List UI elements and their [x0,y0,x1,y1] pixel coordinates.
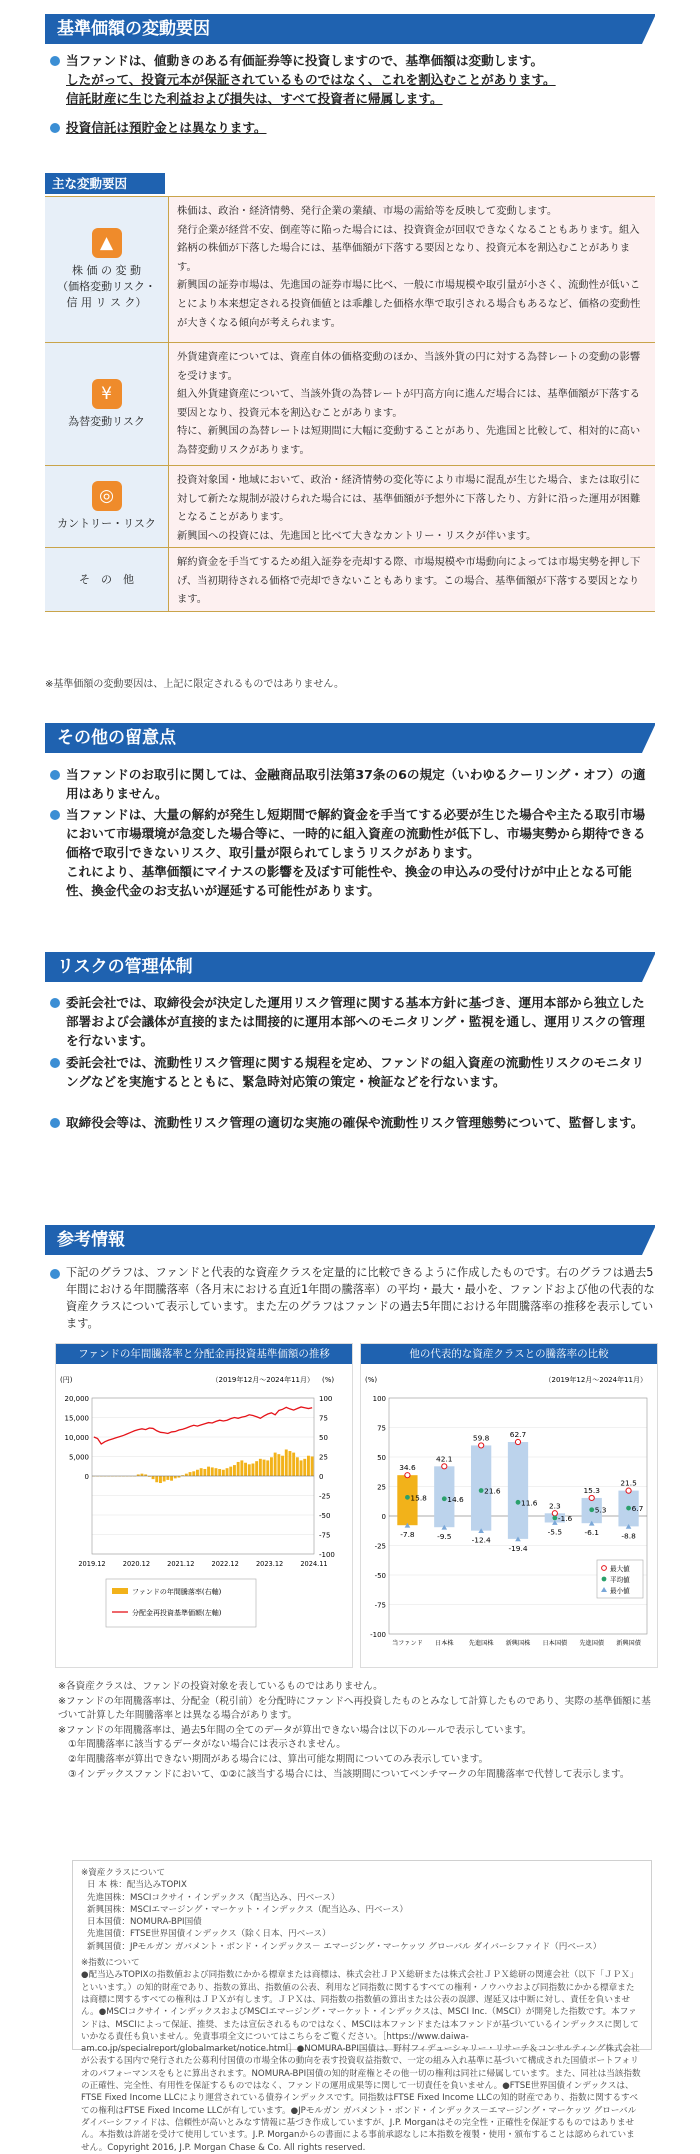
y-tick-label: -25 [375,1543,386,1551]
max-point [515,1439,520,1444]
x-tick-label: 2024.11 [300,1560,327,1568]
bullet-volatility [50,51,655,108]
x-tick-label: 2020.12 [123,1560,150,1568]
avg-label: 6.7 [632,1504,644,1513]
legend-label: 最大値 [610,1564,630,1573]
section-title-text: 参考情報 [57,1230,125,1250]
bar [252,1464,255,1476]
risk-text: 発行企業が経営不安、倒産等に陥った場合には、投資資金が回収できなくなることもあります。組入銘柄の株価が下落した場合には、基準価額が下落する要因となり、投資元本を割込むことがあります。 [177,221,647,277]
bullet-liquidity [50,805,655,900]
x-tick-label: 2019.12 [78,1560,105,1568]
risk-row-country [45,466,655,548]
x-tick-label: 2022.12 [212,1560,239,1568]
risk-text: 新興国の証券市場は、先進国の証券市場に比べ、一般に市場規模や取引量が小さく、流動性が低いことにより本来想定される投資価値とは乖離した価格水準で取引される場合もあるなど、価格の変動性が大きくなる傾向が考えられます。 [177,276,647,332]
legend-label: 平均値 [610,1575,630,1584]
bullet-liquidity-rules [50,1053,655,1091]
bar [185,1474,188,1476]
x-tick-label: 2023.12 [256,1560,283,1568]
bar [163,1476,166,1481]
section-title-text: リスクの管理体制 [57,957,193,977]
bullet-dot-icon [50,1269,60,1279]
bar [240,1460,243,1476]
y-tick-label: 75 [377,1425,386,1433]
chart-title: 他の代表的な資産クラスとの騰落率の比較 [361,1344,657,1364]
risk-text: 組入外貨建資産について、当該外貨の為替レートが円高方向に進んだ場合には、基準価額が下落する要因となり、投資元本を割込むことがあります。 [177,385,647,422]
y-tick-label-right: -25 [319,1493,330,1501]
chart-note: ③インデックスファンドにおいて、①②に該当する場合には、当該期間についてベンチマークの年間騰落率で代替して表示します。 [58,1768,658,1783]
min-label: -7.8 [400,1530,415,1539]
chart-note: ①年間騰落率に該当するデータがない場合には表示されません。 [58,1738,658,1753]
avg-point [626,1506,631,1511]
index-disclaimer-box [72,1860,652,2050]
bullet-text: 当ファンドのお取引に関しては、金融商品取引法第37条の6の規定（いわゆるクーリング・オフ）の適用はありません。 [50,765,655,803]
bar [203,1469,206,1476]
max-point [479,1443,484,1448]
x-category-label: 新興国株 [506,1639,532,1647]
section-title-text: その他の留意点 [57,728,176,748]
bar [189,1472,192,1476]
y-tick-label: -100 [370,1631,386,1639]
bar [170,1476,173,1481]
max-label: 15.3 [583,1486,600,1495]
range-bar [508,1442,528,1539]
bar [155,1476,158,1482]
avg-label: 21.6 [484,1487,501,1496]
bar [266,1460,269,1476]
risk-label: そ の 他 [79,572,134,588]
x-tick-label: 2021.12 [167,1560,194,1568]
bullet-text: 投資信託は預貯金とは異なります。 [50,118,655,137]
chart-notes [58,1680,658,1782]
bar [200,1468,203,1476]
y-tick-label-left: 20,000 [65,1395,90,1403]
x-category-label: 日本株 [435,1639,454,1647]
avg-point [442,1496,447,1501]
max-label: 34.6 [399,1463,416,1472]
section-title-text: 基準価額の変動要因 [57,19,210,39]
avg-label: 15.8 [410,1493,427,1502]
risk-label-cell [45,197,168,342]
bar [270,1457,273,1476]
legend-avg-marker [602,1577,607,1582]
y-tick-label: 100 [373,1395,386,1403]
bar [159,1476,162,1483]
bar [281,1456,284,1476]
bar [289,1451,292,1476]
bar [233,1465,236,1476]
section-title-nav-factors [45,14,655,44]
avg-label: 5.3 [595,1506,607,1515]
bar [255,1461,258,1476]
chart-note: ※ファンドの年間騰落率は、分配金（税引前）を分配時にファンドへ再投資したものとみなして計算したものであり、実際の基準価額に基づいて計算した年間騰落率とは異なる場合があります。 [58,1695,658,1724]
bullet-board-supervision [50,1113,655,1132]
box-line: 新興国株：MSCIエマージング・マーケット・インデックス（配当込み、円ベース） [81,1904,643,1916]
bar [207,1467,210,1476]
risk-label: カントリー・リスク [57,516,156,532]
y-tick-label: 0 [382,1513,386,1521]
bar [274,1453,277,1476]
box-line: 日本国債：NOMURA-BPI国債 [81,1916,643,1928]
fund-chart-svg [56,1364,352,1667]
risk-description [168,197,655,342]
box-heading: ※資産クラスについて [81,1867,643,1879]
avg-label: 14.6 [447,1495,464,1504]
x-category-label: 先進国債 [579,1639,605,1647]
chart-subtitle: （2019年12月～2024年11月） [545,1375,647,1384]
y-tick-label-right: -100 [319,1551,335,1559]
box-paragraph: ●配当込みTOPIXの指数値および同指数にかかる標章または商標は、株式会社ＪＰＸ総研または株式会社ＪＰＸ総研の関連会社（以下「ＪＰＸ」といいます。）の知的財産であり、指数の算出、指数値の公表、利用など同指数に関するすべての権利・ノウハウおよび同指数にかかる標章または商標に関するすべての権利はＪＰＸが有します。ＪＰＸは、同指数の指数値の算出または公表の誤謬、遅延又は中断に対し、責任を負いません。●MSCIコクサイ・インデックスおよびMSCIエマージング・マーケット・インデックスは、MSCI Inc.（MSCI）が開発した指数です。本ファンドは、MSCIによって保証、推奨、または宣伝されるものではなく、MSCIは本ファンドまたは本ファンドが基づいているインデックスに関していかなる責任も負いません。免責事項全文についてはこちらをご覧ください。［https://www.daiwa-am.co.jp/specialreport/globalmarket/notice.html］●NOMURA-BPI国債は、野村フィデューシャリー・リサーチ＆コンサルティング株式会社が公表する国内で発行された公募利付国債の市場全体の動向を表す投資収益指数で、一定の組み入れ基準に基づいて構成された国債ポートフォリオのパフォーマンスをもとに算出されます。NOMURA-BPI国債の知的財産権とその他一切の権利は同社に帰属しています。また、同社は当該指数の正確性、完全性、有用性を保証するものではなく、ファンドの運用成果等に関して一切責任を負いません。●FTSE世界国債インデックスは、FTSE Fixed Income LLCにより運営されている債券インデックスです。同指数はFTSE Fixed Income LLCの知的財産であり、指数に関するすべての権利はFTSE Fixed Income LLCが有しています。●JPモルガン ガバメント・ボンド・インデックス－エマージング・マーケッツ グローバル ダイバーシファイドは、信頼性が高いとみなす情報に基づき作成していますが、J.P. Morganはその完全性・正確性を保証するものではありません。本指数は許諾を受けて使用しています。J.P. Morganからの書面による事前承認なしに本指数を複製・使用・頒布することは認められていません。Copyright 2016, J.P. Morgan Chase & Co. All rights reserved. [81,1969,643,2153]
min-label: -8.8 [621,1531,636,1540]
bar [174,1476,177,1478]
y-tick-label-left: 5,000 [69,1454,89,1462]
bar [248,1464,251,1476]
y-tick-label-right: 100 [319,1395,332,1403]
reference-intro [50,1264,655,1332]
avg-label: 11.6 [521,1498,538,1507]
max-label: 62.7 [510,1430,527,1439]
bullet-dot-icon [50,770,60,780]
legend-label: 分配金再投資基準価額(左軸) [132,1608,222,1617]
avg-point [516,1500,521,1505]
min-label: -12.4 [472,1536,491,1545]
max-label: 42.1 [436,1454,453,1463]
y-tick-label: -75 [375,1602,386,1610]
section-title-other-notes [45,723,655,753]
risk-label-sub: 信 用 リ ス ク） [67,295,147,311]
section-title-risk-management [45,952,655,982]
max-point [442,1464,447,1469]
bar [192,1471,195,1476]
avg-point [479,1488,484,1493]
chart-title: ファンドの年間騰落率と分配金再投資基準価額の推移 [56,1344,352,1364]
y-tick-label-left: 10,000 [65,1434,90,1442]
bullet-text: 当ファンドは、大量の解約が発生し短期間で解約資金を手当てする必要が生じた場合や主たる取引市場において市場環境が急変した場合等に、一時的に組入資産の流動性が低下し、市場実勢から期待できる価格で取引できないリスク、取引量が限られてしまうリスクがあります。 [50,805,655,862]
bullet-text: 委託会社では、流動性リスク管理に関する規程を定め、ファンドの組入資産の流動性リスクのモニタリングなどを実施するとともに、緊急時対応策の策定・検証などを行ないます。 [50,1053,655,1091]
max-point [589,1495,594,1500]
bar [300,1460,303,1476]
max-point [405,1473,410,1478]
risk-label: 株 価 の 変 動 [72,263,141,279]
risk-text: 投資対象国・地域において、政治・経済情勢の変化等により市場に混乱が生じた場合、または取引に対して新たな規制が設けられた場合には、基準価額が予想外に下落したり、方針に沿った運用が困難となることがあります。 [177,471,647,527]
risk-table-note: ※基準価額の変動要因は、上記に限定されるものではありません。 [45,675,344,690]
bar [196,1470,199,1476]
risk-text: 新興国への投資には、先進国と比べて大きなカントリー・リスクが伴います。 [177,527,647,546]
bullet-dot-icon [50,56,60,66]
risk-row-stock [45,197,655,343]
line-series [94,1407,312,1444]
stock-chart-icon: ▲ [92,228,122,258]
bullet-line-3: 信託財産に生じた利益および損失は、すべて投資者に帰属します。 [66,91,443,106]
risk-text: 特に、新興国の為替レートは短期間に大幅に変動することがあり、先進国と比較して、相対的に高い為替変動リスクがあります。 [177,422,647,459]
chart-note: ※ファンドの年間騰落率は、過去5年間の全てのデータが算出できない場合は以下のルールで表示しています。 [58,1724,658,1739]
bar [307,1456,310,1476]
risk-description [168,548,655,611]
bullet-dot-icon [50,1058,60,1068]
risk-label: 為替変動リスク [68,414,145,430]
x-category-label: 先進国株 [469,1639,495,1647]
bar [152,1476,155,1479]
legend-swatch-bar [112,1588,128,1594]
chart-subtitle: （2019年12月～2024年11月） [212,1375,314,1384]
bar [237,1462,240,1476]
bullet-dot-icon [50,123,60,133]
y-tick-label-right: 50 [319,1434,328,1442]
bar [215,1468,218,1476]
box-line: 新興国債：JPモルガン ガバメント・ボンド・インデックス－ エマージング・マーケッツ グローバル ダイバーシファイド（円ベース） [81,1941,643,1953]
box-line: 先進国債：FTSE世界国債インデックス（除く日本、円ベース） [81,1928,643,1940]
min-label: -6.1 [585,1528,600,1537]
bar [218,1469,221,1476]
bullet-text: 取締役会等は、流動性リスク管理の適切な実施の確保や流動性リスク管理態勢について、監督します。 [50,1113,655,1132]
avg-point [552,1515,557,1520]
bullet-cooling-off [50,765,655,803]
bar [244,1463,247,1476]
bullet-dot-icon [50,998,60,1008]
risk-text: 株価は、政治・経済情勢、発行企業の業績、市場の需給等を反映して変動します。 [177,202,647,221]
risk-label-cell [45,343,168,465]
min-label: -9.5 [437,1532,452,1541]
bullet-dot-icon [50,1118,60,1128]
avg-label: -1.6 [558,1514,573,1523]
legend-label: 最小値 [610,1586,630,1595]
risk-row-other [45,548,655,612]
section-title-reference [45,1225,655,1255]
legend-max-marker [602,1566,607,1571]
avg-point [405,1495,410,1500]
bullet-risk-policy [50,993,655,1050]
bar [311,1457,314,1477]
bullet-text [50,51,655,108]
min-label: -19.4 [508,1544,527,1553]
y-tick-label: -50 [375,1572,386,1580]
risk-row-fx [45,343,655,466]
y-tick-label-right: -75 [319,1532,330,1540]
legend-box [106,1579,256,1627]
risk-table-title-text: 主な変動要因 [52,176,127,191]
bullet-text: 委託会社では、取締役会が決定した運用リスク管理に関する基本方針に基づき、運用本部から独立した部署および会議体が直接的または間接的に運用本部へのモニタリング・監視を通し、運用リスクの管理を行ないます。 [50,993,655,1050]
currency-exchange-icon: ¥ [92,379,122,409]
y-tick-label-left: 0 [85,1473,89,1481]
bullet-text: これにより、基準価額にマイナスの影響を及ぼす可能性や、換金の申込みの受付けが中止となる可能性、換金代金のお支払いが遅延する可能性があります。 [50,862,655,900]
comparison-chart [360,1343,658,1668]
risk-table [45,196,655,612]
globe-icon: ◎ [92,481,122,511]
box-line: 先進国株：MSCIコクサイ・インデックス（配当込み、円ベース） [81,1892,643,1904]
bullet-line-2: したがって、投資元本が保証されているものではなく、これを割込むことがあります。 [66,72,556,87]
bar [259,1459,262,1476]
bar [211,1467,214,1476]
fund-chart [55,1343,353,1668]
max-point [626,1488,631,1493]
y-tick-label: 50 [377,1454,386,1462]
y-tick-label-right: 75 [319,1415,328,1423]
bar [166,1476,169,1480]
y-tick-label-right: 0 [319,1473,323,1481]
risk-description [168,343,655,465]
y-axis-label: (%) [365,1376,377,1384]
bar [263,1460,266,1476]
y-tick-label: 25 [377,1484,386,1492]
max-point [552,1511,557,1516]
risk-text: 解約資金を手当てするため組入証券を売却する際、市場規模や市場動向によっては市場実勢を押し下げ、当初期待される価格で売却できないこともあります。この場合、基準価額が下落する要因となります。 [177,553,647,609]
legend-label: ファンドの年間騰落率(右軸) [132,1587,222,1596]
risk-text: 外貨建資産については、資産自体の価格変動のほか、当該外貨の円に対する為替レートの変動の影響を受けます。 [177,348,647,385]
y-tick-label-right: 25 [319,1454,328,1462]
bullet-line-1: 当ファンドは、値動きのある有価証券等に投資しますので、基準価額は変動します。 [66,53,543,68]
bar [141,1474,144,1476]
chart-note: ※各資産クラスは、ファンドの投資対象を表しているものではありません。 [58,1680,658,1695]
max-label: 21.5 [620,1479,637,1488]
min-label: -5.5 [548,1527,563,1536]
bar [226,1468,229,1476]
risk-table-title [45,173,165,194]
max-label: 2.3 [549,1501,561,1510]
chart-note: ②年間騰落率が算出できない期間がある場合には、算出可能な期間についてのみ表示しています。 [58,1753,658,1768]
bar [285,1449,288,1476]
comparison-chart-svg [361,1364,657,1667]
y-axis-label-right: (%) [322,1376,334,1384]
bullet-text: 下記のグラフは、ファンドと代表的な資産クラスを定量的に比較できるように作成したものです。右のグラフは過去5年間における年間騰落率（各月末における直近1年間の騰落率）の平均・最大・最小を、ファンドおよび他の代表的な資産クラスについて表示しています。また左のグラフはファンドの過去5年間における年間騰落率の推移を表示しています。 [50,1264,655,1332]
x-category-label: 当ファンド [392,1639,423,1647]
y-tick-label-left: 15,000 [65,1415,90,1423]
bullet-dot-icon [50,810,60,820]
bar [292,1453,295,1476]
bullet-not-deposit [50,118,655,137]
bar [222,1470,225,1476]
bar [277,1454,280,1476]
y-tick-label-right: -50 [319,1512,330,1520]
x-category-label: 新興国債 [616,1639,642,1647]
y-axis-label-left: (円) [60,1376,73,1384]
risk-label-sub: （価格変動リスク・ [57,279,156,295]
risk-label-cell [45,548,168,611]
avg-point [589,1507,594,1512]
risk-description [168,466,655,547]
risk-label-cell [45,466,168,547]
bar [296,1457,299,1476]
box-heading: ※指数について [81,1957,643,1969]
bar [229,1467,232,1476]
bar [303,1459,306,1476]
max-label: 59.8 [473,1433,490,1442]
box-line: 日 本 株：配当込みTOPIX [81,1879,643,1891]
x-category-label: 日本国債 [542,1639,568,1647]
